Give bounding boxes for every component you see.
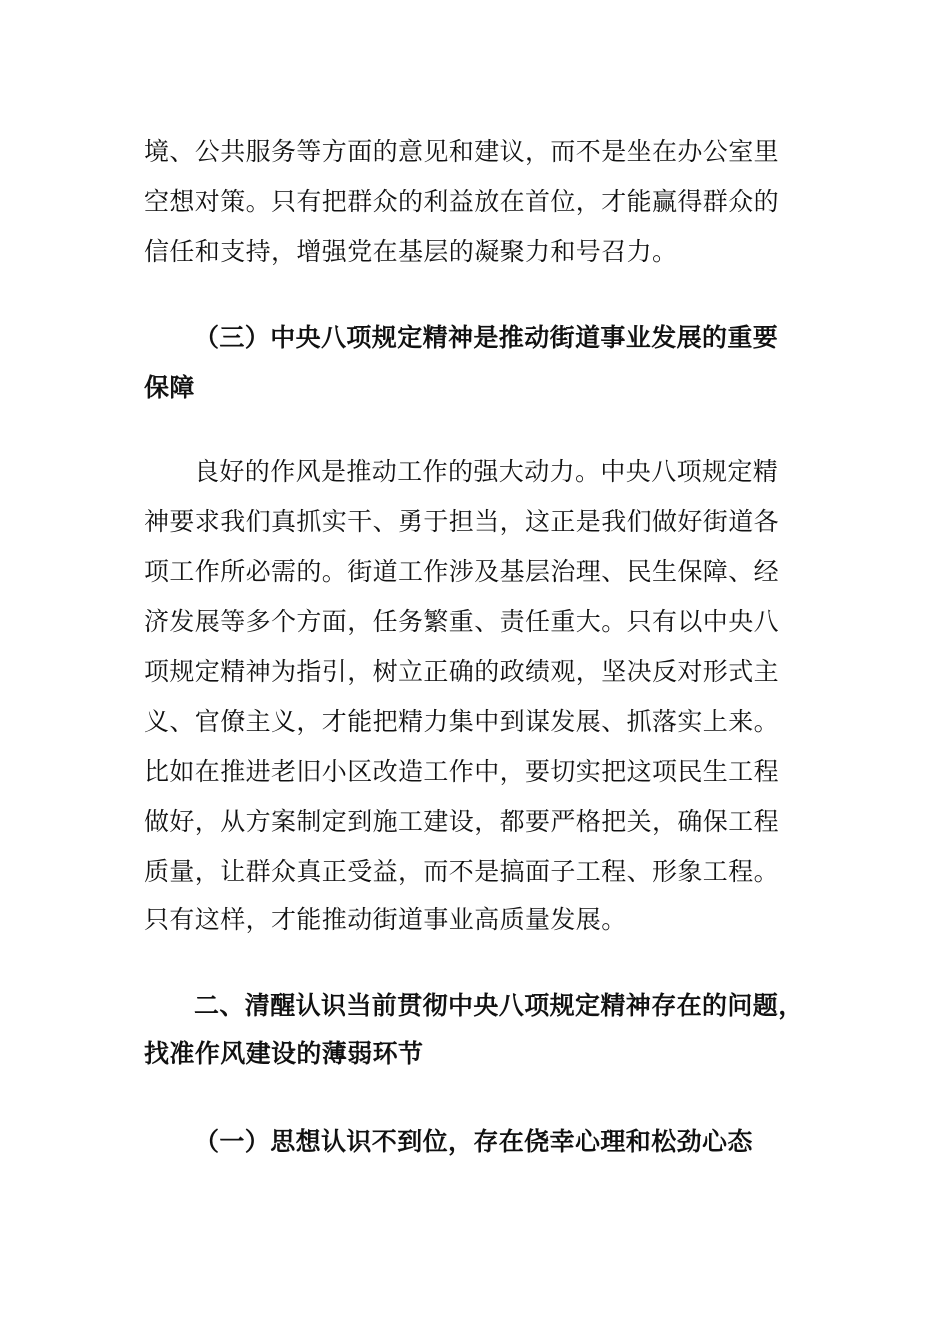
paragraph-line: 只有这样，才能推动街道事业高质量发展。 [144,905,627,934]
paragraph-line: 比如在推进老旧小区改造工作中，要切实把这项民生工程 [144,757,780,786]
chapter-heading-2-continuation: 找准作风建设的薄弱环节 [144,1039,424,1068]
paragraph-line: 济发展等多个方面，任务繁重、责任重大。只有以中央八 [144,607,780,636]
paragraph-line: 神要求我们真抓实干、勇于担当，这正是我们做好街道各 [144,507,780,536]
paragraph-line: 良好的作风是推动工作的强大动力。中央八项规定精 [194,457,779,486]
section-heading-3: （三）中央八项规定精神是推动街道事业发展的重要 [194,323,779,352]
paragraph-line: 项规定精神为指引，树立正确的政绩观，坚决反对形式主 [144,657,780,686]
paragraph-line: 做好，从方案制定到施工建设，都要严格把关，确保工程 [144,807,780,836]
paragraph-line: 义、官僚主义，才能把精力集中到谋发展、抓落实上来。 [144,707,780,736]
section-heading-1: （一）思想认识不到位，存在侥幸心理和松劲心态 [194,1127,753,1156]
chapter-heading-2: 二、清醒认识当前贯彻中央八项规定精神存在的问题， [194,991,804,1020]
paragraph-line: 信任和支持，增强党在基层的凝聚力和号召力。 [144,237,678,266]
section-heading-3-continuation: 保障 [144,373,195,402]
paragraph-line: 质量，让群众真正受益，而不是搞面子工程、形象工程。 [144,857,780,886]
paragraph-line: 空想对策。只有把群众的利益放在首位，才能赢得群众的 [144,187,780,216]
paragraph-line: 项工作所必需的。街道工作涉及基层治理、民生保障、经 [144,557,780,586]
paragraph-line: 境、公共服务等方面的意见和建议，而不是坐在办公室里 [144,137,780,166]
